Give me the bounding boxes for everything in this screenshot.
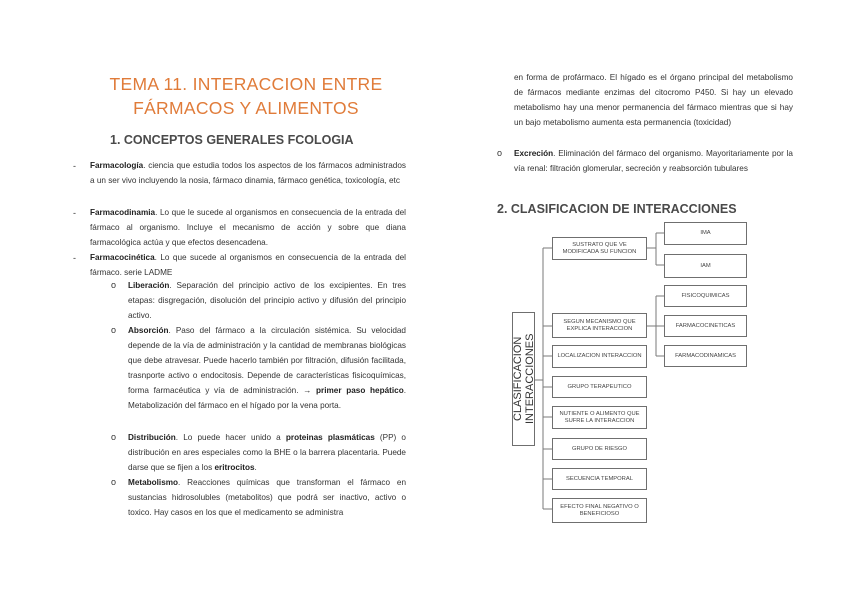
circle-bullet: o — [111, 477, 117, 487]
leaf-iam: IAM — [664, 254, 747, 278]
branch-secuencia-temporal: SECUENCIA TEMPORAL — [552, 468, 647, 490]
dash-bullet: - — [73, 253, 76, 263]
leaf-farmacocineticas: FARMACOCINETICAS — [664, 315, 747, 337]
section-2-heading: 2. CLASIFICACION DE INTERACCIONES — [497, 202, 737, 216]
circle-bullet: o — [111, 325, 117, 335]
branch-nutriente: NUTIENTE O ALIMENTO QUE SUFRE LA INTERACCION — [552, 406, 647, 429]
ladme-excrecion: Excreción. Eliminación del fármaco del organismo. Mayoritariamente por la vía renal: filtración glomerular, secreción y reabsorción tubulares — [514, 149, 793, 173]
branch-mecanismo: SEGUN MECANISMO QUE EXPLICA INTERACCION — [552, 313, 647, 338]
dash-bullet: - — [73, 208, 76, 218]
ladme-absorcion: Absorción. Paso del fármaco a la circulación sistémica. Su velocidad depende de la vía de administración y la cantidad de membranas biológicas que debe atravesar. Puede hacerlo también por filtración, difusión facilitada, trasnporte activo o endocitosis. Depende de características fisicoquímicas, forma farmacéutica y vía de administración. → primer paso hepático. Metabolización del fármaco en el hígado por la vena porta. — [128, 326, 406, 410]
page-title-line-1: TEMA 11. INTERACCION ENTRE — [109, 74, 383, 94]
dash-bullet: - — [73, 161, 76, 171]
def-farmacodinamia: Farmacodinamia. Lo que le sucede al organismos en consecuencia de la entrada del fármaco al organismo. Incluye el mecanismo de acción y sobre que diana farmacológica actúa y que efectos desencadena. — [90, 208, 406, 247]
circle-bullet: o — [497, 148, 503, 158]
branch-localizacion: LOCALIZACION INTERACCION — [552, 345, 647, 368]
metabolismo-continued: en forma de profármaco. El hígado es el órgano principal del metabolismo de fármacos mediante enzimas del citocromo P450. Si hay un elevado metabolismo hay una menor permanencia del fármaco mientras que si hay un bajo metabolismo aumenta esta permanencia (toxicidad) — [514, 73, 793, 127]
def-farmacocinetica: Farmacocinética. Lo que sucede al organismos en consecuencia de la entrada del fármaco. serie LADME — [90, 253, 406, 277]
leaf-farmacodinamicas: FARMACODINAMICAS — [664, 345, 747, 367]
branch-grupo-riesgo: GRUPO DE RIESGO — [552, 438, 647, 460]
diagram-root-label: CLASIFICACION INTERACCIONES — [511, 333, 536, 425]
diagram-root-box — [512, 312, 535, 446]
leaf-fisicoquimicas: FISICOQUIMICAS — [664, 285, 747, 307]
page-title-line-2: FÁRMACOS Y ALIMENTOS — [133, 98, 359, 118]
def-farmacologia: Farmacología. ciencia que estudia todos los aspectos de los fármacos administrados a un ser vivo incluyendo la nosia, fármaco dinamia, fármaco genética, toxicología, etc — [90, 161, 406, 185]
ladme-distribucion: Distribución. Lo puede hacer unido a proteinas plasmáticas (PP) o distribución en ares especiales como la BHE o la barrera placentaria. Puede darse que se fijen a los eritrocitos. — [128, 433, 406, 472]
branch-sustrato: SUSTRATO QUE VE MODIFICADA SU FUNCION — [552, 237, 647, 260]
section-1-heading: 1. CONCEPTOS GENERALES FCOLOGIA — [110, 133, 354, 147]
branch-grupo-terapeutico: GRUPO TERAPEUTICO — [552, 376, 647, 398]
circle-bullet: o — [111, 432, 117, 442]
ladme-liberacion: Liberación. Separación del principio activo de los excipientes. En tres etapas: disgregación, disolución del principio activo y difusión del principio activo. — [128, 281, 406, 320]
branch-efecto-final: EFECTO FINAL NEGATIVO O BENEFICIOSO — [552, 498, 647, 523]
ladme-metabolismo: Metabolismo. Reacciones químicas que transforman el fármaco en sustancias hidrosolubles (metabolitos) que podrá ser inactivo, activo o toxico. Hay casos en los que el medicamento se administra — [128, 478, 406, 517]
leaf-ima: IMA — [664, 222, 747, 245]
circle-bullet: o — [111, 280, 117, 290]
